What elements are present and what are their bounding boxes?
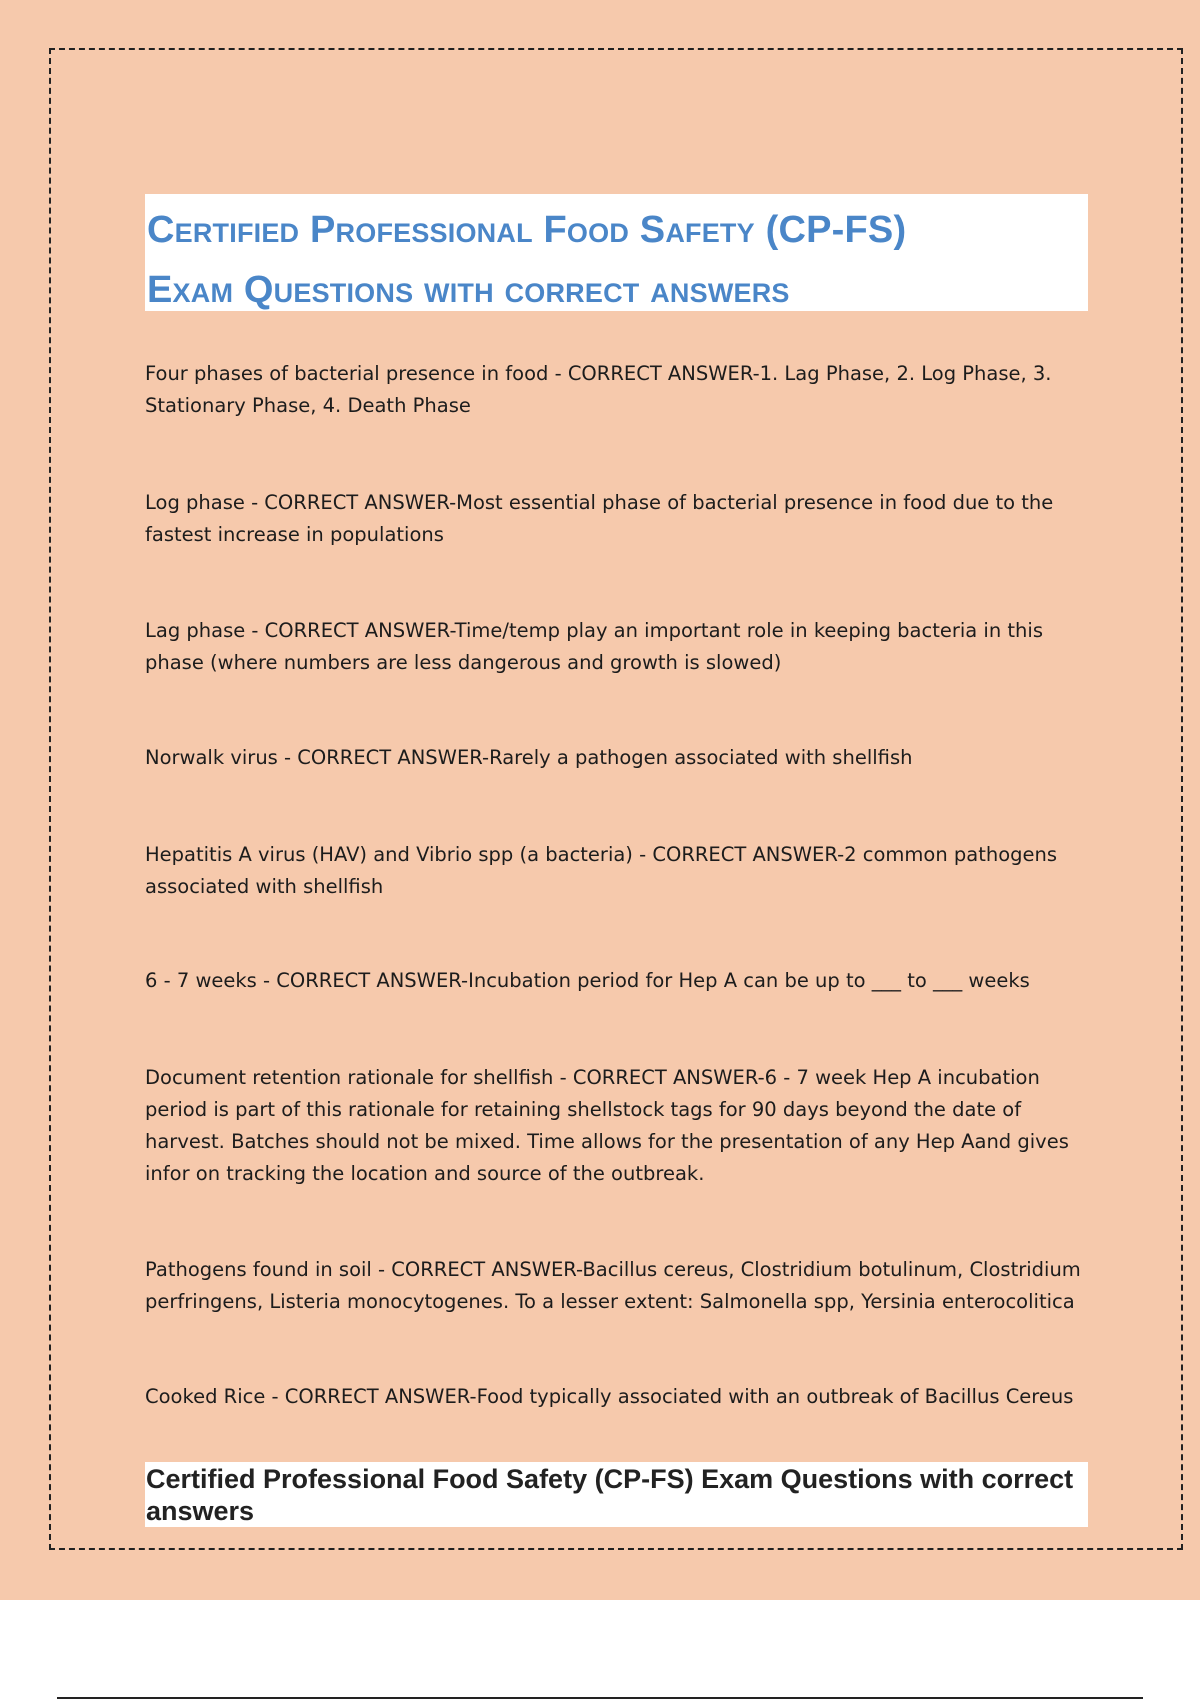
qa-item: 6 - 7 weeks - CORRECT ANSWER-Incubation period for Hep A can be up to ___ to ___ weeks [145,969,1030,992]
qa-item: Norwalk virus - CORRECT ANSWER-Rarely a pathogen associated with shellfish [145,746,913,769]
qa-item: Four phases of bacterial presence in food - CORRECT ANSWER-1. Lag Phase, 2. Log Phase, 3. Stationary Phase, 4. Death Phase [145,362,1052,417]
footer-title: Certified Professional Food Safety (CP-FS) Exam Questions with correct answers [146,1464,1074,1526]
qa-item: Lag phase - CORRECT ANSWER-Time/temp play an important role in keeping bacteria in this phase (where numbers are less dangerous and growth is slowed) [145,619,1043,674]
bottom-divider [57,1697,1143,1699]
qa-item: Log phase - CORRECT ANSWER-Most essential phase of bacterial presence in food due to the fastest increase in populations [145,491,1054,546]
qa-item: Cooked Rice - CORRECT ANSWER-Food typically associated with an outbreak of Bacillus Cereus [145,1385,1074,1408]
qa-item: Pathogens found in soil - CORRECT ANSWER-Bacillus cereus, Clostridium botulinum, Clostridium perfringens, Listeria monocytogenes. To a lesser extent: Salmonella spp, Yersinia enterocolitica [145,1258,1081,1313]
qa-item: Document retention rationale for shellfish - CORRECT ANSWER-6 - 7 week Hep A incubation period is part of this rationale for retaining shellstock tags for 90 days beyond the date of harvest. Batches should not be mixed. Time allows for the presentation of any Hep Aand gives infor on tracking the location and source of the outbreak. [145,1066,1069,1185]
qa-item: Hepatitis A virus (HAV) and Vibrio spp (a bacteria) - CORRECT ANSWER-2 common pathogens associated with shellfish [145,843,1058,898]
document-title-line-1: Certified Professional Food Safety (CP-FS) [147,209,907,251]
footer-title-box [145,1462,1088,1527]
document-title-box [145,194,1088,311]
document-title-line-2: Exam Questions with correct answers [147,269,790,311]
